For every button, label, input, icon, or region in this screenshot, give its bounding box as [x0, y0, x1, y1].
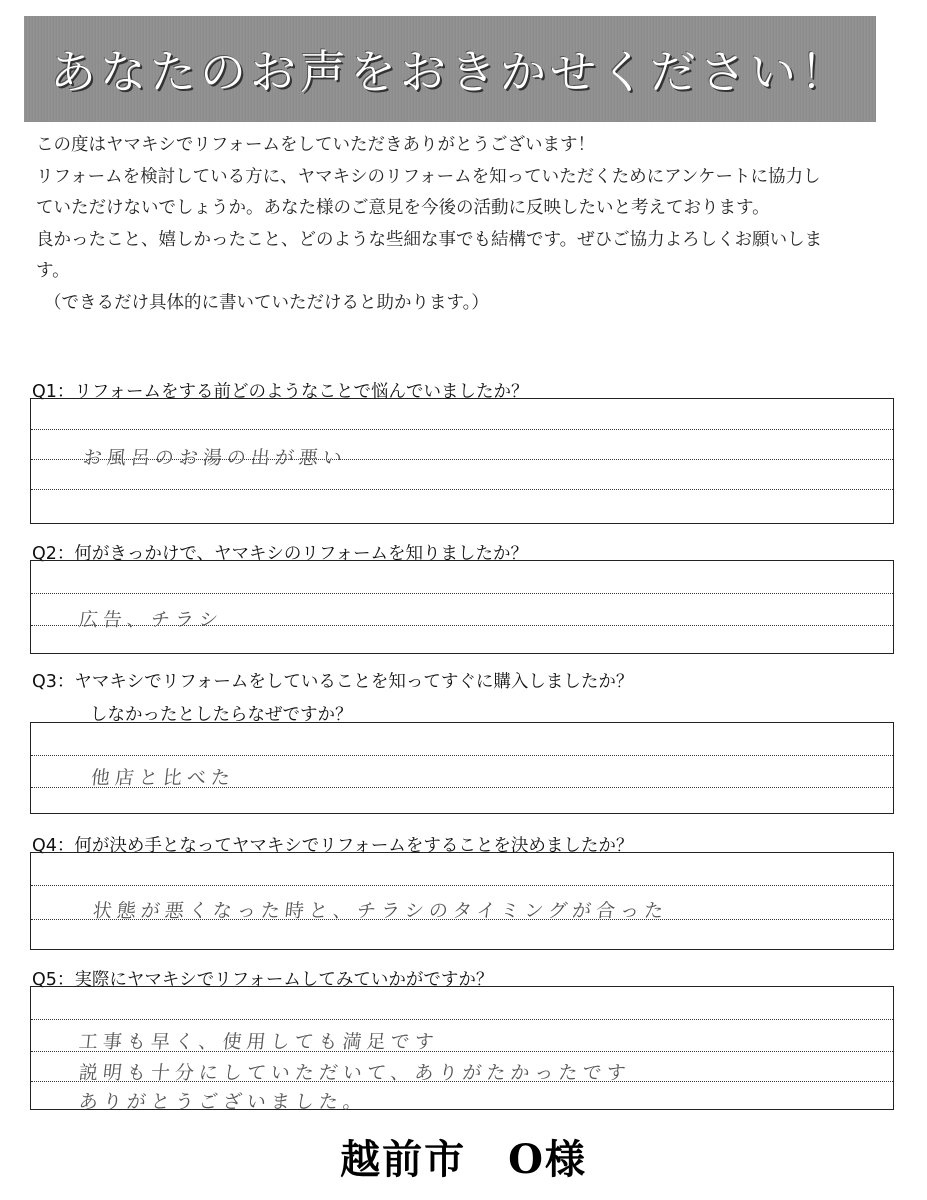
- question-2-label: Q2：何がきっかけで、ヤマキシのリフォームを知りましたか？: [32, 544, 529, 564]
- answer-box-1: [30, 398, 894, 524]
- ruled-line: [31, 429, 893, 430]
- answer-box-4: [30, 852, 894, 950]
- answer-4-text: 状態が悪くなった時と、チラシのタイミングが合った: [91, 900, 670, 922]
- title-banner: [24, 16, 876, 122]
- answer-box-5: [30, 986, 894, 1113]
- ruled-line: [31, 1019, 893, 1020]
- question-1-label: Q1：リフォームをする前どのようなことで悩んでいましたか？: [32, 382, 529, 402]
- question-5-label: Q5：実際にヤマキシでリフォームしてみていかがですか？: [32, 970, 494, 990]
- answer-5-line-1: 工事も早く、使用しても満足です: [77, 1031, 440, 1053]
- intro-line: リフォームを検討している方に、ヤマキシのリフォームを知っていただくためにアンケートに協力し: [36, 166, 821, 187]
- intro-line: す。: [36, 261, 70, 281]
- ruled-line: [31, 489, 893, 490]
- answer-box-2: [30, 560, 894, 654]
- ruled-line: [31, 885, 893, 886]
- intro-text: [36, 130, 876, 319]
- answer-3-text: 他店と比べた: [89, 767, 237, 789]
- intro-line: この度はヤマキシでリフォームをしていただきありがとうございます！: [36, 135, 595, 155]
- ruled-line: [31, 593, 893, 594]
- question-3-sub: しなかったとしたらなぜですか？: [90, 705, 353, 725]
- answer-1-text: お風呂のお湯の出が悪い: [81, 447, 349, 469]
- intro-line: ていただけないでしょうか。あなた様のご意見を今後の活動に反映したいと考えております。: [36, 198, 770, 218]
- question-3-label: Q3：ヤマキシでリフォームをしていることを知ってすぐに購入しましたか？: [32, 672, 634, 692]
- intro-line: 良かったこと、嬉しかったこと、どのような些細な事でも結構です。ぜひご協力よろしくお願いしま: [36, 229, 823, 250]
- page-title: あなたのお声をおきかせください！: [50, 45, 850, 99]
- answer-box-3: [30, 722, 894, 814]
- intro-note: （できるだけ具体的に書いていただけると助かります。）: [44, 292, 489, 313]
- answer-5-line-3: ありがとうございました。: [77, 1091, 369, 1113]
- answer-2-text: 広告、チラシ: [77, 609, 225, 631]
- question-4-label: Q4：何が決め手となってヤマキシでリフォームをすることを決めましたか？: [32, 836, 634, 856]
- ruled-line: [31, 755, 893, 756]
- question-3: [32, 668, 633, 726]
- answer-5-line-2: 説明も十分にしていただいて、ありがたかったです: [77, 1062, 632, 1084]
- customer-signature: 越前市 O様: [340, 1136, 587, 1183]
